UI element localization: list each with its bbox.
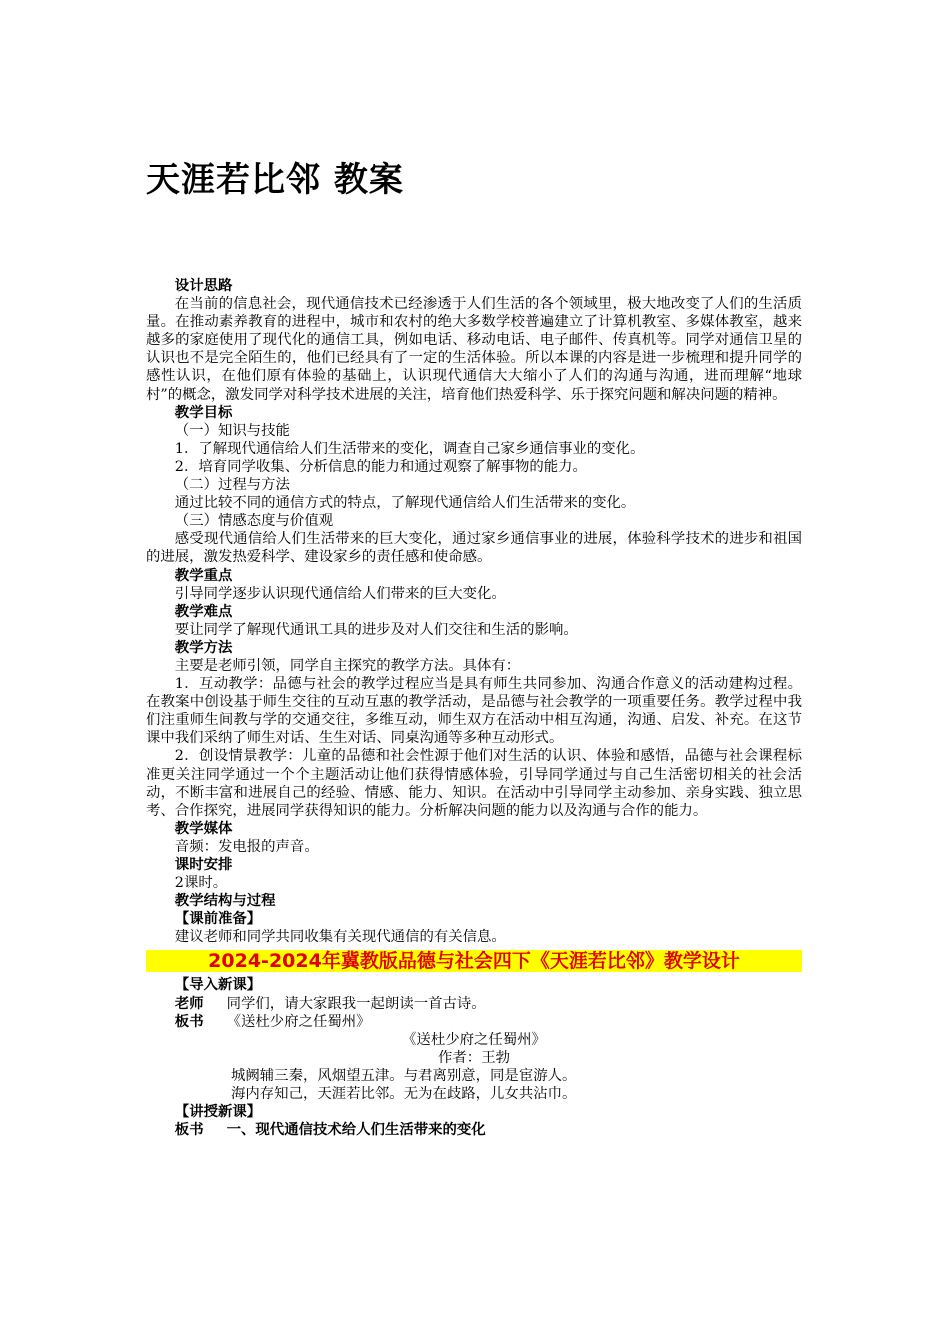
goal-item-1: 1．了解现代通信给人们生活带来的变化，调查自己家乡通信事业的变化。 xyxy=(174,440,645,457)
goal-sub-2: （二）过程与方法 xyxy=(174,477,290,494)
document-title: 天涯若比邻 教案 xyxy=(146,160,404,200)
key-heading: 教学重点 xyxy=(174,567,233,584)
intro-heading: 【导入新课】 xyxy=(174,977,262,994)
board-label-2: 板书 xyxy=(174,1122,204,1139)
teacher-row xyxy=(146,995,802,1013)
method-heading: 教学方法 xyxy=(174,639,233,656)
goal-item-4: 感受现代通信给人们生活带来的巨大变化，通过家乡通信事业的进展，体验科学技术的进步和祖国的进展，激发热爱科学、建设家乡的责任感和使命感。 xyxy=(146,531,802,566)
difficulty-text: 要让同学了解现代通讯工具的进步及对人们交往和生活的影响。 xyxy=(174,621,578,638)
method-item-2: 2．创设情景教学：儿童的品德和社会性源于他们对生活的认识、体验和感悟，品德与社会课程标准更关注同学通过一个个主题活动让他们获得情感体验，引导同学通过与自己生活密切相关的社会活动，不断丰富和进展自己的经验、情感、能力、知识。在活动中引导同学主动参加、亲身实践、独立思考、合作探究，进展同学获得知识的能力。分析解决问题的能力以及沟通与合作的能力。 xyxy=(146,748,802,819)
design-text: 在当前的信息社会，现代通信技术已经渗透于人们生活的各个领域里，极大地改变了人们的生活质量。在推动素养教育的进程中，城市和农村的绝大多数学校普遍建立了计算机教室、多媒体教室，越来越多的家庭使用了现代化的通信工具，例如电话、移动电话、电子邮件、传真机等。同学对通信卫星的认识也不是完全陌生的，他们已经具有了一定的生活体验。所以本课的内容是进一步梳理和提升同学的感性认识，在他们原有体验的基础上，认识现代通信大大缩小了人们的沟通与沟通，进而理解“地球村”的概念，激发同学对科学技术进展的关注，培育他们热爱科学、乐于探究问题和解决问题的精神。 xyxy=(146,296,802,403)
prep-text: 建议老师和同学共同收集有关现代通信的有关信息。 xyxy=(174,929,506,946)
method-intro: 主要是老师引领，同学自主探究的教学方法。具体有： xyxy=(174,657,521,674)
media-heading: 教学媒体 xyxy=(174,820,233,837)
highlight-banner: 2024-2024年冀教版品德与社会四下《天涯若比邻》教学设计 xyxy=(146,950,802,972)
new-lesson-heading: 【讲授新课】 xyxy=(174,1104,262,1121)
goal-sub-3: （三）情感态度与价值观 xyxy=(174,513,334,530)
structure-heading: 教学结构与过程 xyxy=(174,893,276,910)
goal-item-2: 2．培育同学收集、分析信息的能力和通过观察了解事物的能力。 xyxy=(174,458,587,475)
board-label: 板书 xyxy=(174,1013,204,1030)
poem-line-2: 海内存知己，天涯若比邻。无为在歧路，儿女共沾巾。 xyxy=(231,1086,577,1103)
time-heading: 课时安排 xyxy=(174,857,233,873)
document-body xyxy=(146,277,802,1139)
method-item-1: 1．互动教学：品德与社会的教学过程应当是具有师生共同参加、沟通合作意义的活动建构过程。在教案中创设基于师生交往的互动互惠的教学活动，是品德与社会教学的一项重要任务。教学过程中我们注重师生间教与学的交通交往，多维互动，师生双方在活动中相互沟通，沟通、启发、补充。在这节课中我们采纳了师生对话、生生对话、同桌沟通等多种互动形式。 xyxy=(146,676,802,747)
board-row-2 xyxy=(146,1121,802,1139)
goal-item-3: 通过比较不同的通信方式的特点，了解现代通信给人们生活带来的变化。 xyxy=(174,495,636,512)
board-text: 《送杜少府之任蜀州》 xyxy=(226,1013,371,1030)
difficulty-heading: 教学难点 xyxy=(174,603,233,620)
media-text: 音频：发电报的声音。 xyxy=(174,838,319,855)
goal-sub-1: （一）知识与技能 xyxy=(174,422,290,439)
poem-title: 《送杜少府之任蜀州》 xyxy=(402,1031,546,1048)
poem-line-1: 城阙辅三秦，风烟望五津。与君离别意，同是宦游人。 xyxy=(231,1067,577,1084)
poem-author: 作者：王勃 xyxy=(438,1049,510,1066)
board-row xyxy=(146,1013,802,1031)
goal-heading: 教学目标 xyxy=(174,404,233,421)
teacher-text: 同学们，请大家跟我一起朗读一首古诗。 xyxy=(226,995,486,1012)
design-heading: 设计思路 xyxy=(174,278,233,294)
time-text: 2课时。 xyxy=(174,875,228,892)
key-text: 引导同学逐步认识现代通信给人们带来的巨大变化。 xyxy=(174,585,506,602)
board-text-2: 一、现代通信技术给人们生活带来的变化 xyxy=(226,1122,486,1139)
teacher-label: 老师 xyxy=(174,995,204,1012)
prep-heading: 【课前准备】 xyxy=(174,911,262,928)
